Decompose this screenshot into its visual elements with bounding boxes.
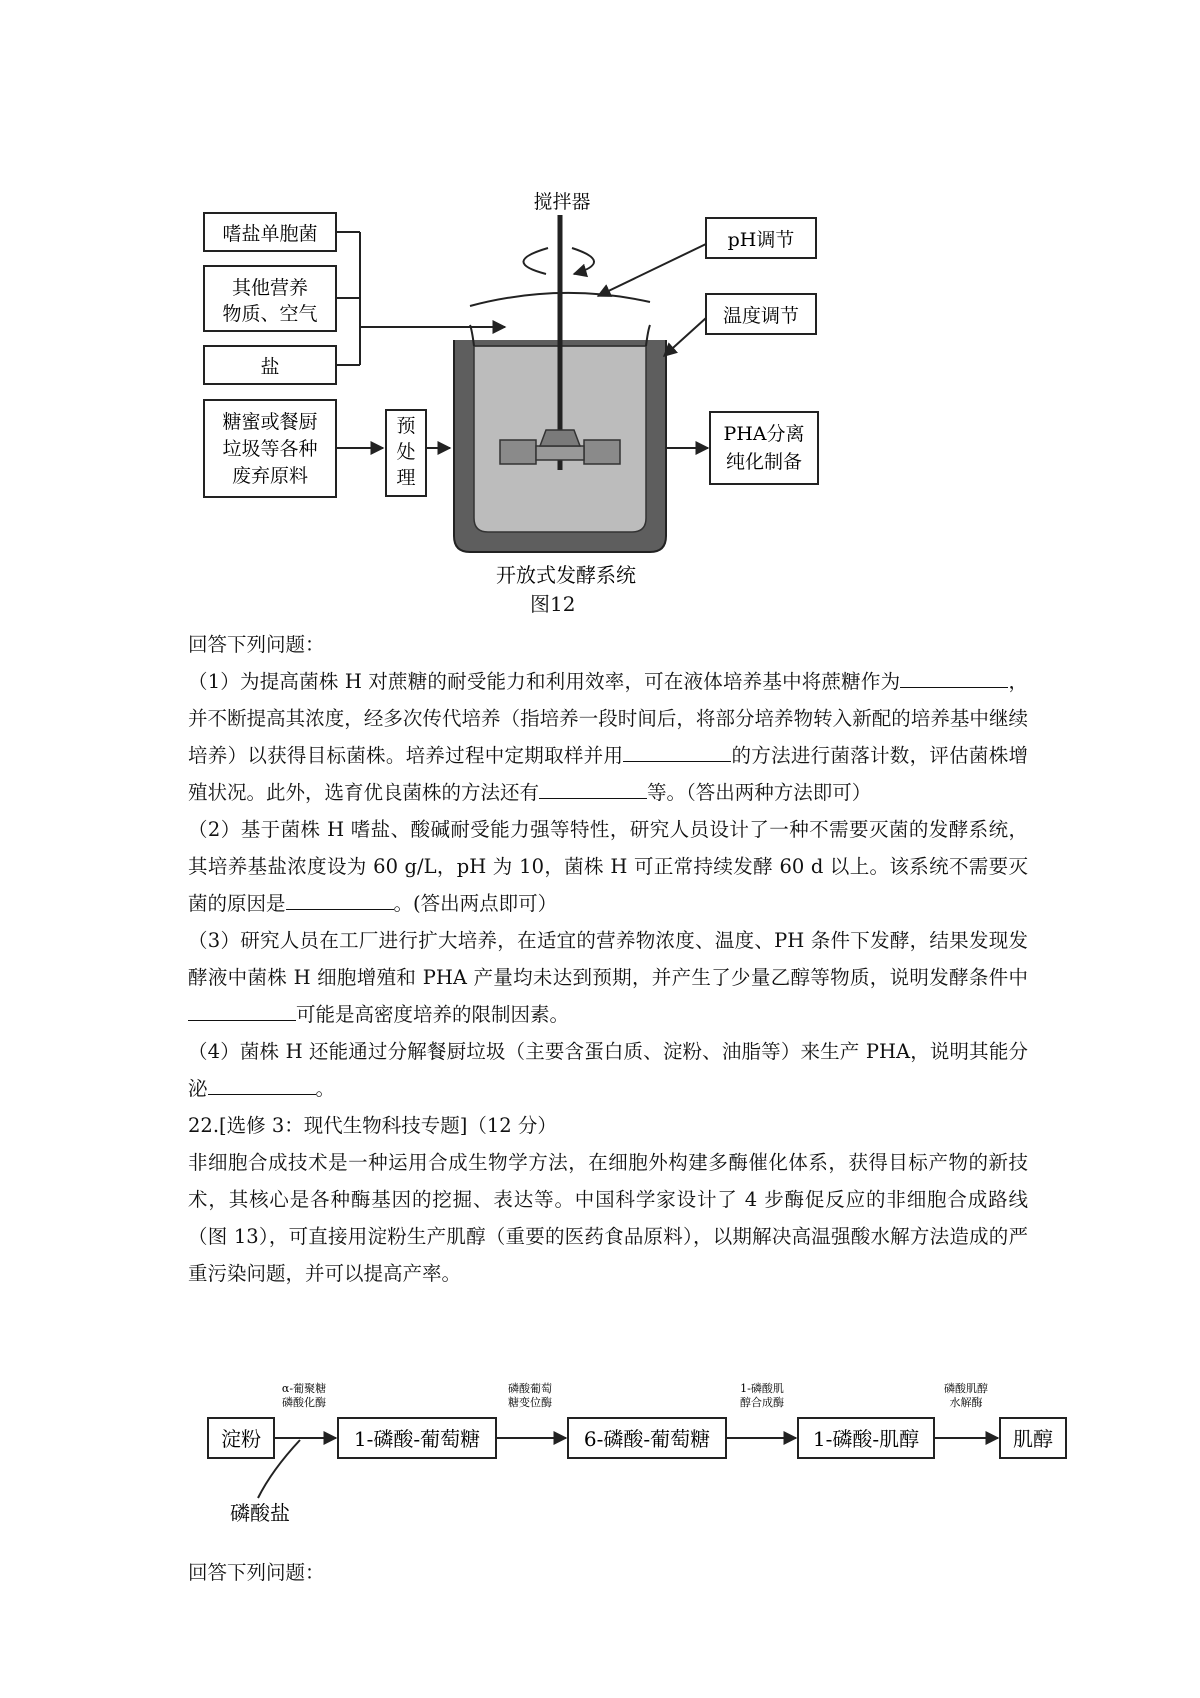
svg-text:水解酶: 水解酶 [949, 1396, 983, 1409]
pha-purification-box [710, 412, 818, 484]
input-box-halomonas [204, 213, 336, 251]
q21-part-1: （1）为提高菌株 H 对蔗糖的耐受能力和利用效率，可在液体培养基中将蔗糖作为 ，并不断提高其浓度，经多次传代培养（指培养一段时间后，将部分培养物转入新配的培养基中继续培养）以获得目标菌株。培养过程中定期取样并用 的方法进行菌落计数，评估菌株增殖状况。此外，选育优良菌株的方法还有 等。（答出两种方法即可） [188, 670, 1028, 804]
q22-heading: 22.[选修 3：现代生物科技专题]（12 分） [188, 1114, 557, 1137]
answer-blank[interactable] [188, 1002, 296, 1021]
svg-text:糖变位酶: 糖变位酶 [508, 1396, 552, 1409]
node-inositol [1000, 1418, 1066, 1458]
pretreatment-box [386, 410, 426, 496]
figure-13-pathway [0, 1370, 1200, 1570]
svg-text:磷酸肌醇: 磷酸肌醇 [944, 1382, 988, 1395]
answer-blank[interactable] [208, 1076, 316, 1095]
q22-closing: 回答下列问题： [188, 1561, 325, 1584]
svg-text:磷酸化酶: 磷酸化酶 [282, 1396, 326, 1409]
question-22-closing [188, 1554, 1028, 1591]
svg-text:肌醇: 肌醇 [1013, 1427, 1053, 1451]
input-box-salt-text: 盐 [260, 356, 280, 378]
figure-12-diagram [0, 0, 1200, 600]
system-caption: 开放式发酵系统 [496, 563, 636, 587]
svg-text:淀粉: 淀粉 [221, 1427, 261, 1451]
answer-blank[interactable] [900, 669, 1008, 688]
svg-text:物质、空气: 物质、空气 [222, 303, 318, 325]
svg-text:磷酸葡萄: 磷酸葡萄 [508, 1382, 552, 1395]
q22-intro: 非细胞合成技术是一种运用合成生物学方法，在细胞外构建多酶催化体系，获得目标产物的新技术，其核心是各种酶基因的挖掘、表达等。中国科学家设计了 4 步酶促反应的非细胞合成路线（图 13），可直接用淀粉生产肌醇（重要的医药食品原料），以期解决高温强酸水解方法造成的严重污染问题，并可以提高产率。 [188, 1151, 1028, 1285]
svg-text:1-磷酸肌: 1-磷酸肌 [740, 1382, 784, 1395]
answer-blank[interactable] [539, 780, 647, 799]
ph-regulation-text: pH调节 [727, 229, 795, 251]
node-g6p [568, 1418, 726, 1458]
svg-text:α-葡聚糖: α-葡聚糖 [281, 1382, 327, 1395]
svg-text:纯化制备: 纯化制备 [725, 451, 803, 473]
figure-12-caption: 图12 [530, 592, 576, 616]
temperature-regulation-text: 温度调节 [722, 305, 800, 327]
node-g1p [338, 1418, 496, 1458]
svg-text:废弃原料: 废弃原料 [231, 465, 309, 487]
enzyme-labels [282, 1381, 988, 1409]
svg-text:醇合成酶: 醇合成酶 [740, 1396, 784, 1409]
node-starch [208, 1418, 274, 1458]
node-ins1p [798, 1418, 934, 1458]
q21-part-4: （4）菌株 H 还能通过分解餐厨垃圾（主要含蛋白质、淀粉、油脂等）来生产 PHA，说明其能分泌 。 [188, 1040, 1028, 1100]
svg-text:垃圾等各种: 垃圾等各种 [222, 438, 318, 460]
input-box-halomonas-text: 嗜盐单胞菌 [222, 223, 318, 245]
q21-part-3: （3）研究人员在工厂进行扩大培养，在适宜的营养物浓度、温度、PH 条件下发酵，结果发现发酵液中菌株 H 细胞增殖和 PHA 产量均未达到预期，并产生了少量乙醇等物质，说明发酵条件中可能是高密度培养的限制因素。 [188, 929, 1028, 1026]
svg-text:1-磷酸-葡萄糖: 1-磷酸-葡萄糖 [353, 1427, 481, 1451]
answer-blank[interactable] [286, 891, 394, 910]
svg-text:处: 处 [396, 441, 416, 463]
temperature-regulation-box [706, 294, 816, 334]
svg-text:1-磷酸-肌醇: 1-磷酸-肌醇 [812, 1427, 920, 1451]
answer-blank[interactable] [623, 743, 731, 762]
stirrer-label: 搅拌器 [533, 191, 591, 213]
question-21 [188, 626, 1028, 1292]
svg-text:理: 理 [396, 467, 416, 489]
cofactor-phosphate: 磷酸盐 [230, 1501, 290, 1525]
input-box-waste [204, 400, 336, 497]
svg-text:糖蜜或餐厨: 糖蜜或餐厨 [222, 411, 318, 433]
svg-text:PHA分离: PHA分离 [723, 423, 805, 445]
input-box-nutrients [204, 266, 336, 331]
svg-text:预: 预 [396, 415, 416, 437]
q21-intro: 回答下列问题： [188, 633, 325, 656]
svg-text:6-磷酸-葡萄糖: 6-磷酸-葡萄糖 [583, 1427, 711, 1451]
input-box-salt [204, 346, 336, 384]
q21-part-2: （2）基于菌株 H 嗜盐、酸碱耐受能力强等特性，研究人员设计了一种不需要灭菌的发酵系统，其培养基盐浓度设为 60 g/L，pH 为 10，菌株 H 可正常持续发酵 60 d 以上。该系统不需要灭菌的原因是 。(答出两点即可） [188, 818, 1028, 915]
svg-text:其他营养: 其他营养 [231, 277, 309, 299]
ph-regulation-box [706, 218, 816, 258]
